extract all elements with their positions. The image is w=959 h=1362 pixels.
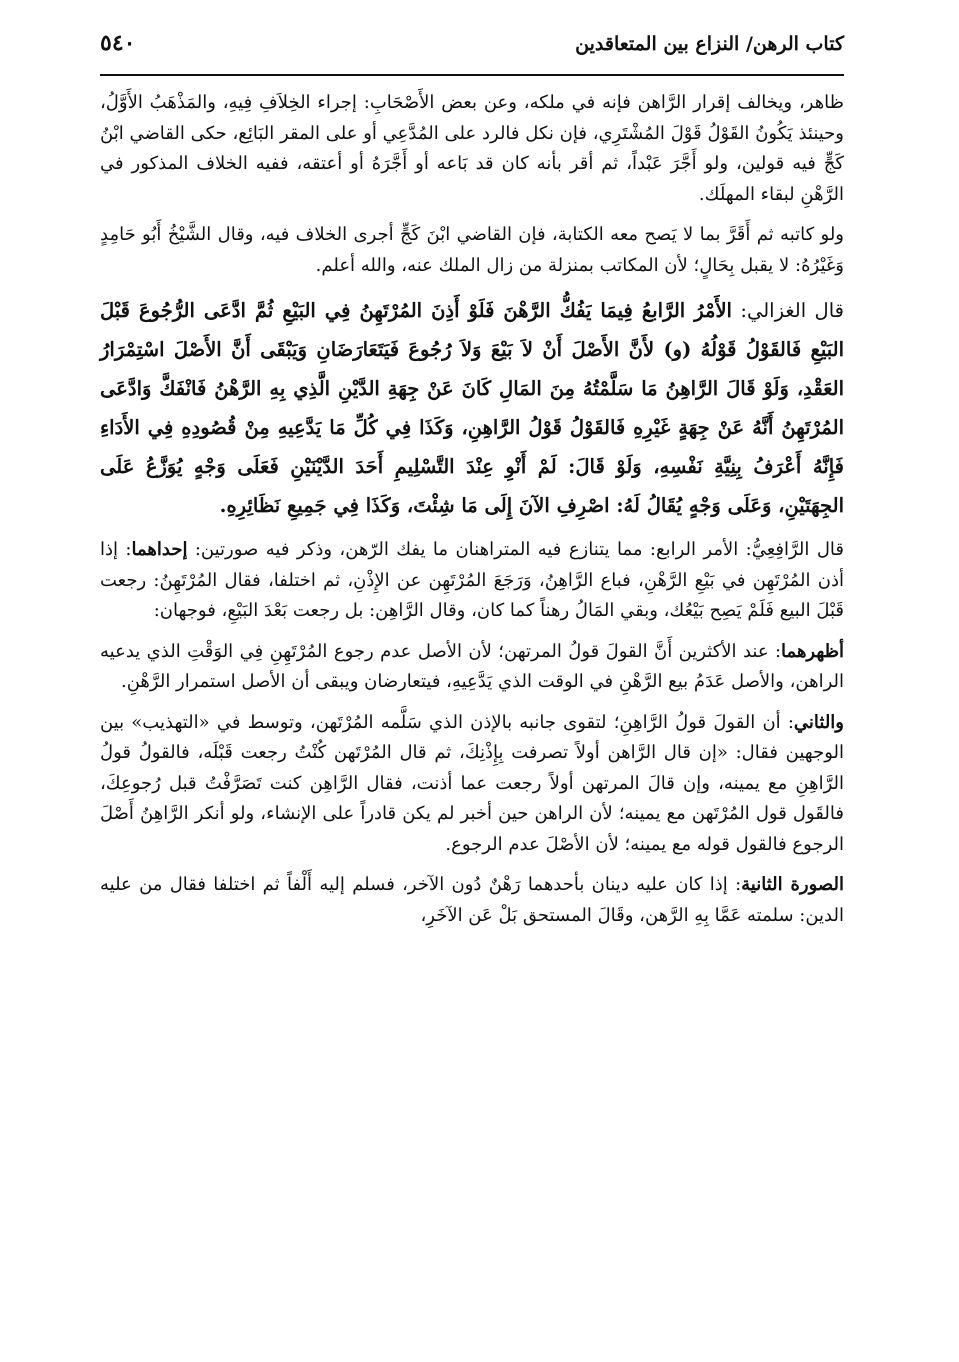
first-view-paragraph [100, 637, 844, 698]
second-case-text: : إذا كان عليه دينان بأحدهما رَهْنٌ دُون الآخر، فسلم إليه أَلْفاً ثم اختلفا فقال من عليه الدين: سلمته عَمَّا بِهِ الرَّهن، وقَالَ المستحق بَلْ عَن الآخَرِ، [100, 874, 844, 926]
page-number: ٥٤٠ [100, 30, 136, 56]
paragraph-1: ظاهر، ويخالف إقرار الرَّاهن فإنه في ملكه، وعن بعض الأَصْحَابِ: إجراء الخِلاَفِ فِيهِ، والمَذْهَبُ الأَوَّلُ، وحينئذ يَكُونُ القَوْلُ قَوْلَ المُشْتَرِي، فإن نكل فالرد على المُدَّعِي أو على المقر البَائِع، حكى القاضي ابْنُ كَجٍّ فيه قولين، ولو أَجَّرَ عَبْداً، ثم أقر بأنه كان قد بَاعه أو أَجَّرَهُ أو أعتقه، ففيه الخلاف المذكور في الرَّهْنِ لبقاء المهلَك. [100, 92, 844, 205]
first-case-label: إحداهما [131, 539, 188, 560]
first-view-label: أظهرهما [781, 640, 844, 662]
second-view-text: : أن القولَ قولُ الرَّاهِنِ؛ لتقوى جانبه بالإذن الذي سَلَّمه المُرْتَهن، وتوسط في «التهذيب» بين الوجهين فقال: «إن قال الرَّاهن أولاً تصرفت بِإِذْنِكَ، ثم قال المُرْتَهن كُنْتُ رجعت قَبْلَه، فالقولُ قولُ الرَّاهِنِ مع يمينه، وإن قالَ المرتهن أولاً رجعت عما أذنت، فقال الرَّاهِن كنت تَصَرَّفْتُ قبل رُجوعِكَ، فالقَول قول المُرْتَهن مع يمينه؛ لأن الراهن حين أخبر لم يكن قادراً على الإنشاء، ولو أنكر الرَّاهِنُ أَصْلَ الرجوع فالقول قوله مع يمينه؛ لأن الأصْلَ عدم الرجوع. [100, 711, 845, 855]
rafii-paragraph [100, 535, 844, 627]
page-body [100, 76, 844, 931]
second-view-paragraph [100, 708, 844, 861]
second-view-label: والثاني [793, 711, 844, 733]
second-case-paragraph [100, 870, 844, 931]
running-title: كتاب الرهن/ النزاع بين المتعاقدين [575, 33, 844, 55]
rafii-lead: قال الرَّافِعِيُّ: [738, 539, 844, 560]
ghazali-lead: قال الغزالي: [731, 299, 844, 322]
second-case-label: الصورة الثانية [741, 874, 845, 895]
page [100, 30, 844, 941]
ghazali-matn-paragraph [100, 291, 844, 525]
paragraph-2: ولو كاتبه ثم أَقَرَّ بما لا يَصح معه الكتابة، فإن القاضي ابْنَ كَجٍّ أجرى الخلاف فيه، وقال الشَّيْخُ أَبُو حَامِدٍ وَغَيْرُهُ: لا يقبل بِحَالٍ؛ لأن المكاتب بمنزلة من زال الملك عنه، والله أعلم. [100, 224, 845, 276]
page-header [100, 30, 844, 76]
first-view-text: : عند الأكثرين أَنَّ القولَ قولُ المرتهن؛ لأن الأصل عدم رجوع المُرْتَهِنِ فِي الوَقْتِ الذي يدعيه الراهن، والأصل عَدَمُ بيع الرَّهْنِ في الوقت الذي يَدَّعِيهِ، فيتعارضان ويبقى أن الأصل استمرار الرَّهْنِ. [100, 640, 844, 692]
rafii-text: الأمر الرابع: مما يتنازع فيه المتراهنان ما يفك الرّهن، وذكر فيه صورتين: [187, 539, 739, 560]
ghazali-text: الأَمْرُ الرَّابعُ فِيمَا يَفُكُّ الرَّهْنَ فَلَوْ أَذِنَ المُرْتَهِنُ فِي البَيْعِ ثُمَّ ادَّعَى الرُّجُوعَ قَبْلَ البَيْعِ فَالقَوْلُ قَوْلُهُ (و) لأَنَّ الأَصْلَ أَنْ لاَ بَيْعَ وَلاَ رُجُوعَ فَيَتَعَارَضَانِ وَيَبْقَى أَنَّ الأَصْلَ اسْتِمْرَارُ العَقْدِ، وَلَوْ قَالَ الرَّاهِنُ مَا سَلَّمْتُهُ مِنَ المَالِ كَانَ عَنْ جِهَةِ الدَّيْنِ الَّذِي بِهِ الرَّهْنُ فَانْفَكَّ وَادَّعَى المُرْتَهِنُ أَنَّهُ عَنْ جِهَةٍ غَيْرِهِ فَالقَوْلُ قَوْلُ الرَّاهِنِ، وَكَذَا فِي كُلِّ مَا يَدَّعِيهِ مِنْ قُصُودِهِ فِي الأَدَاءِ فَإِنَّهُ أَعْرَفُ بِنِيَّةِ نَفْسِهِ، وَلَوْ قَالَ: لَمْ أَنْوِ عِنْدَ التَّسْلِيمِ أَحَدَ الدَّيْنَيْنِ فَعَلَى وَجْهٍ يُوَزَّعُ عَلَى الجِهَتَيْنِ، وَعَلَى وَجْهٍ يُقَالُ لَهُ: اصْرِفِ الآنَ إِلَى مَا شِئْتَ، وَكَذَا فِي جَمِيعِ نَظَائِرِهِ. [100, 299, 844, 517]
rafii-text-2: : إذا أذن المُرْتَهِن في بَيْعِ الرَّهْنِ، فباع الرَّاهِنُ، وَرَجَعَ المُرْتَهِن عن الإِذْنِ، ثم اختلفا، فقال المُرْتَهِنُ: رجعت قَبْلَ البيع فَلَمْ يَصِح بَيْعُك، وبقي المَالُ رهناً كما كان، وقال الرَّاهِن: بل رجعت بَعْدَ البَيْعِ، فوجهان: [100, 539, 844, 621]
